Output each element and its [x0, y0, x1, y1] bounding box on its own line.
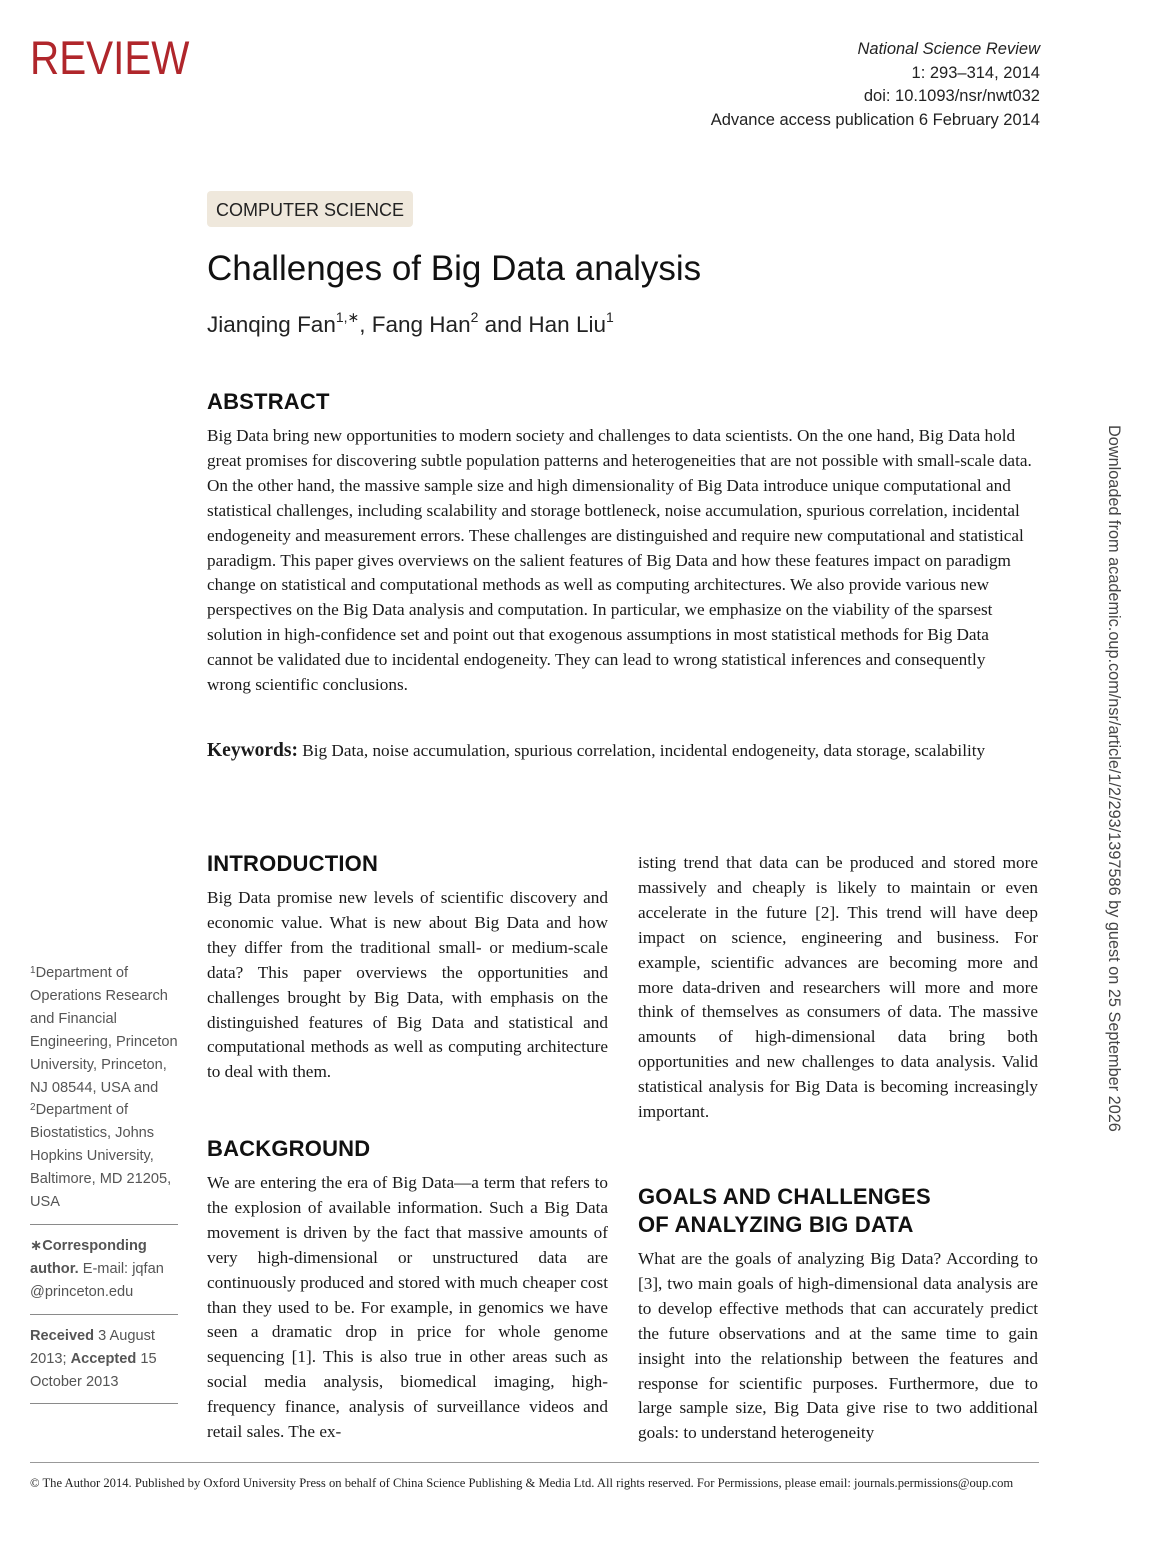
keywords-list: Big Data, noise accumulation, spurious correlation, incidental endogeneity, data storage, scalability [302, 741, 986, 760]
author-list [207, 309, 614, 338]
abstract-heading: ABSTRACT [207, 389, 330, 414]
email-label: E-mail: [78, 1260, 129, 1277]
corresponding-email[interactable]: jqfan@princeton.edu [30, 1260, 164, 1300]
affiliation-1: Department of Operations Research and Financial Engineering, Princeton University, Princeton, NJ 08544, USA and [30, 965, 178, 1096]
author-separator: , [359, 312, 372, 337]
corresponding-label: ∗Corresponding author. [30, 1237, 147, 1277]
affiliation-marker: 2 [30, 1102, 36, 1114]
accepted-label: Accepted [70, 1350, 137, 1367]
background-heading: BACKGROUND [207, 1136, 371, 1161]
author-name: Han Liu [528, 312, 606, 337]
journal-info [711, 38, 1040, 132]
copyright-notice: © The Author 2014. Published by Oxford University Press on behalf of China Science Publishing & Media Ltd. All rights reserved. For Permissions, please email: journals.permissions@oup.com [30, 1476, 1014, 1490]
author-name: Fang Han [371, 312, 471, 337]
affiliation-2: Department of Biostatistics, Johns Hopkins University, Baltimore, MD 21205, USA [30, 1102, 172, 1211]
accepted-date: 15 October 2013 [30, 1350, 157, 1390]
author-affiliation-marker: 2 [470, 309, 479, 325]
sidebar-divider [30, 1224, 178, 1225]
doi[interactable]: doi: 10.1093/nsr/nwt032 [863, 87, 1040, 105]
author-affiliation-marker: 1,∗ [335, 309, 360, 325]
affiliation-marker: 1 [30, 965, 36, 976]
article-sidebar [30, 962, 178, 1414]
introduction-text: Big Data promise new levels of scientific discovery and economic value. What is new about Big Data and how they differ from the traditional small- or medium-scale data? This paper overviews the opportunities and challenges brought by Big Data, with emphasis on the distinguished features of Big Data and statistical and computational methods as well as computing architecture to deal with them. [207, 888, 608, 1082]
sidebar-divider [30, 1403, 178, 1404]
background-text-continued: isting trend that data can be produced and stored more massively and cheaply is likely to maintain or even accelerate in the future [2]. This trend will have deep impact on science, engineering and business. For example, scientific advances are becoming more and more data-driven and researchers will more and more think of themselves as consumers of data. The massive amounts of high-dimensional data bring both opportunities and new challenges to data analysis. Valid statistical analysis for Big Data is becoming increasingly important. [638, 853, 1038, 1122]
section-label-review: REVIEW [30, 31, 190, 84]
introduction-heading: INTRODUCTION [207, 851, 379, 876]
goals-heading-line-2: OF ANALYZING BIG DATA [638, 1212, 914, 1237]
volume-pages: 1: 293–314, 2014 [911, 63, 1040, 82]
keywords-label: Keywords: [207, 740, 298, 761]
article-dates [30, 1325, 178, 1394]
keywords [207, 738, 1033, 763]
received-date: 3 August 2013; [30, 1327, 155, 1367]
footer-divider [30, 1462, 1039, 1463]
author-name: Jianqing Fan [207, 312, 336, 337]
goals-heading-line-1: GOALS AND CHALLENGES [638, 1184, 931, 1209]
corresponding-author [30, 1235, 178, 1304]
journal-name: National Science Review [857, 40, 1040, 58]
download-watermark [1101, 425, 1125, 1145]
sidebar-divider [30, 1314, 178, 1315]
article-title: Challenges of Big Data analysis [207, 249, 702, 288]
author-separator: and [478, 312, 529, 337]
abstract-text: Big Data bring new opportunities to modern society and challenges to data scientists. On the one hand, Big Data hold great promises for discovering subtle population patterns and heterogeneities that are not possible with small-scale data. On the other hand, the massive sample size and high dimensionality of Big Data introduce unique computational and statistical challenges, including scalability and storage bottleneck, noise accumulation, spurious correlation, incidental endogeneity and measurement errors. These challenges are distinguished and require new computational and statistical paradigm. This paper gives overviews on the salient features of Big Data and how these features impact on paradigm change on statistical and computational methods as well as computing architectures. We also provide various new perspectives on the Big Data analysis and computation. In particular, we emphasize on the viability of the sparsest solution in high-confidence set and point out that exogenous assumptions in most statistical methods for Big Data cannot be validated due to incidental endogeneity. They can lead to wrong statistical inferences and consequently wrong scientific conclusions. [207, 426, 1032, 695]
background-text: We are entering the era of Big Data—a term that refers to the explosion of available information. Such a Big Data movement is driven by the fact that massive amounts of very high-dimensional or unstructured data are continuously produced and stored with much cheaper cost than they used to be. For example, in genomics we have seen a dramatic drop in price for whole genome sequencing [1]. This is also true in other areas such as social media analysis, biomedical imaging, high-frequency finance, analysis of surveillance videos and retail sales. The ex- [207, 1173, 608, 1442]
goals-heading [638, 1183, 1038, 1239]
received-label: Received [30, 1327, 95, 1344]
download-note: Downloaded from academic.oup.com/nsr/article/1/2/293/1397586 by guest on 25 September 2026 [1105, 425, 1123, 1132]
category-badge: COMPUTER SCIENCE [207, 191, 413, 227]
author-affiliation-marker: 1 [605, 309, 614, 325]
affiliations [30, 962, 178, 1214]
advance-access-date: Advance access publication 6 February 2014 [710, 110, 1040, 129]
goals-text: What are the goals of analyzing Big Data? According to [3], two main goals of high-dimensional data analysis are to develop effective methods that can accurately predict the future observations and at the same time to gain insight into the relationship between the features and response for scientific purposes. Furthermore, due to large sample size, Big Data give rise to two additional goals: to understand heterogeneity [638, 1249, 1038, 1443]
